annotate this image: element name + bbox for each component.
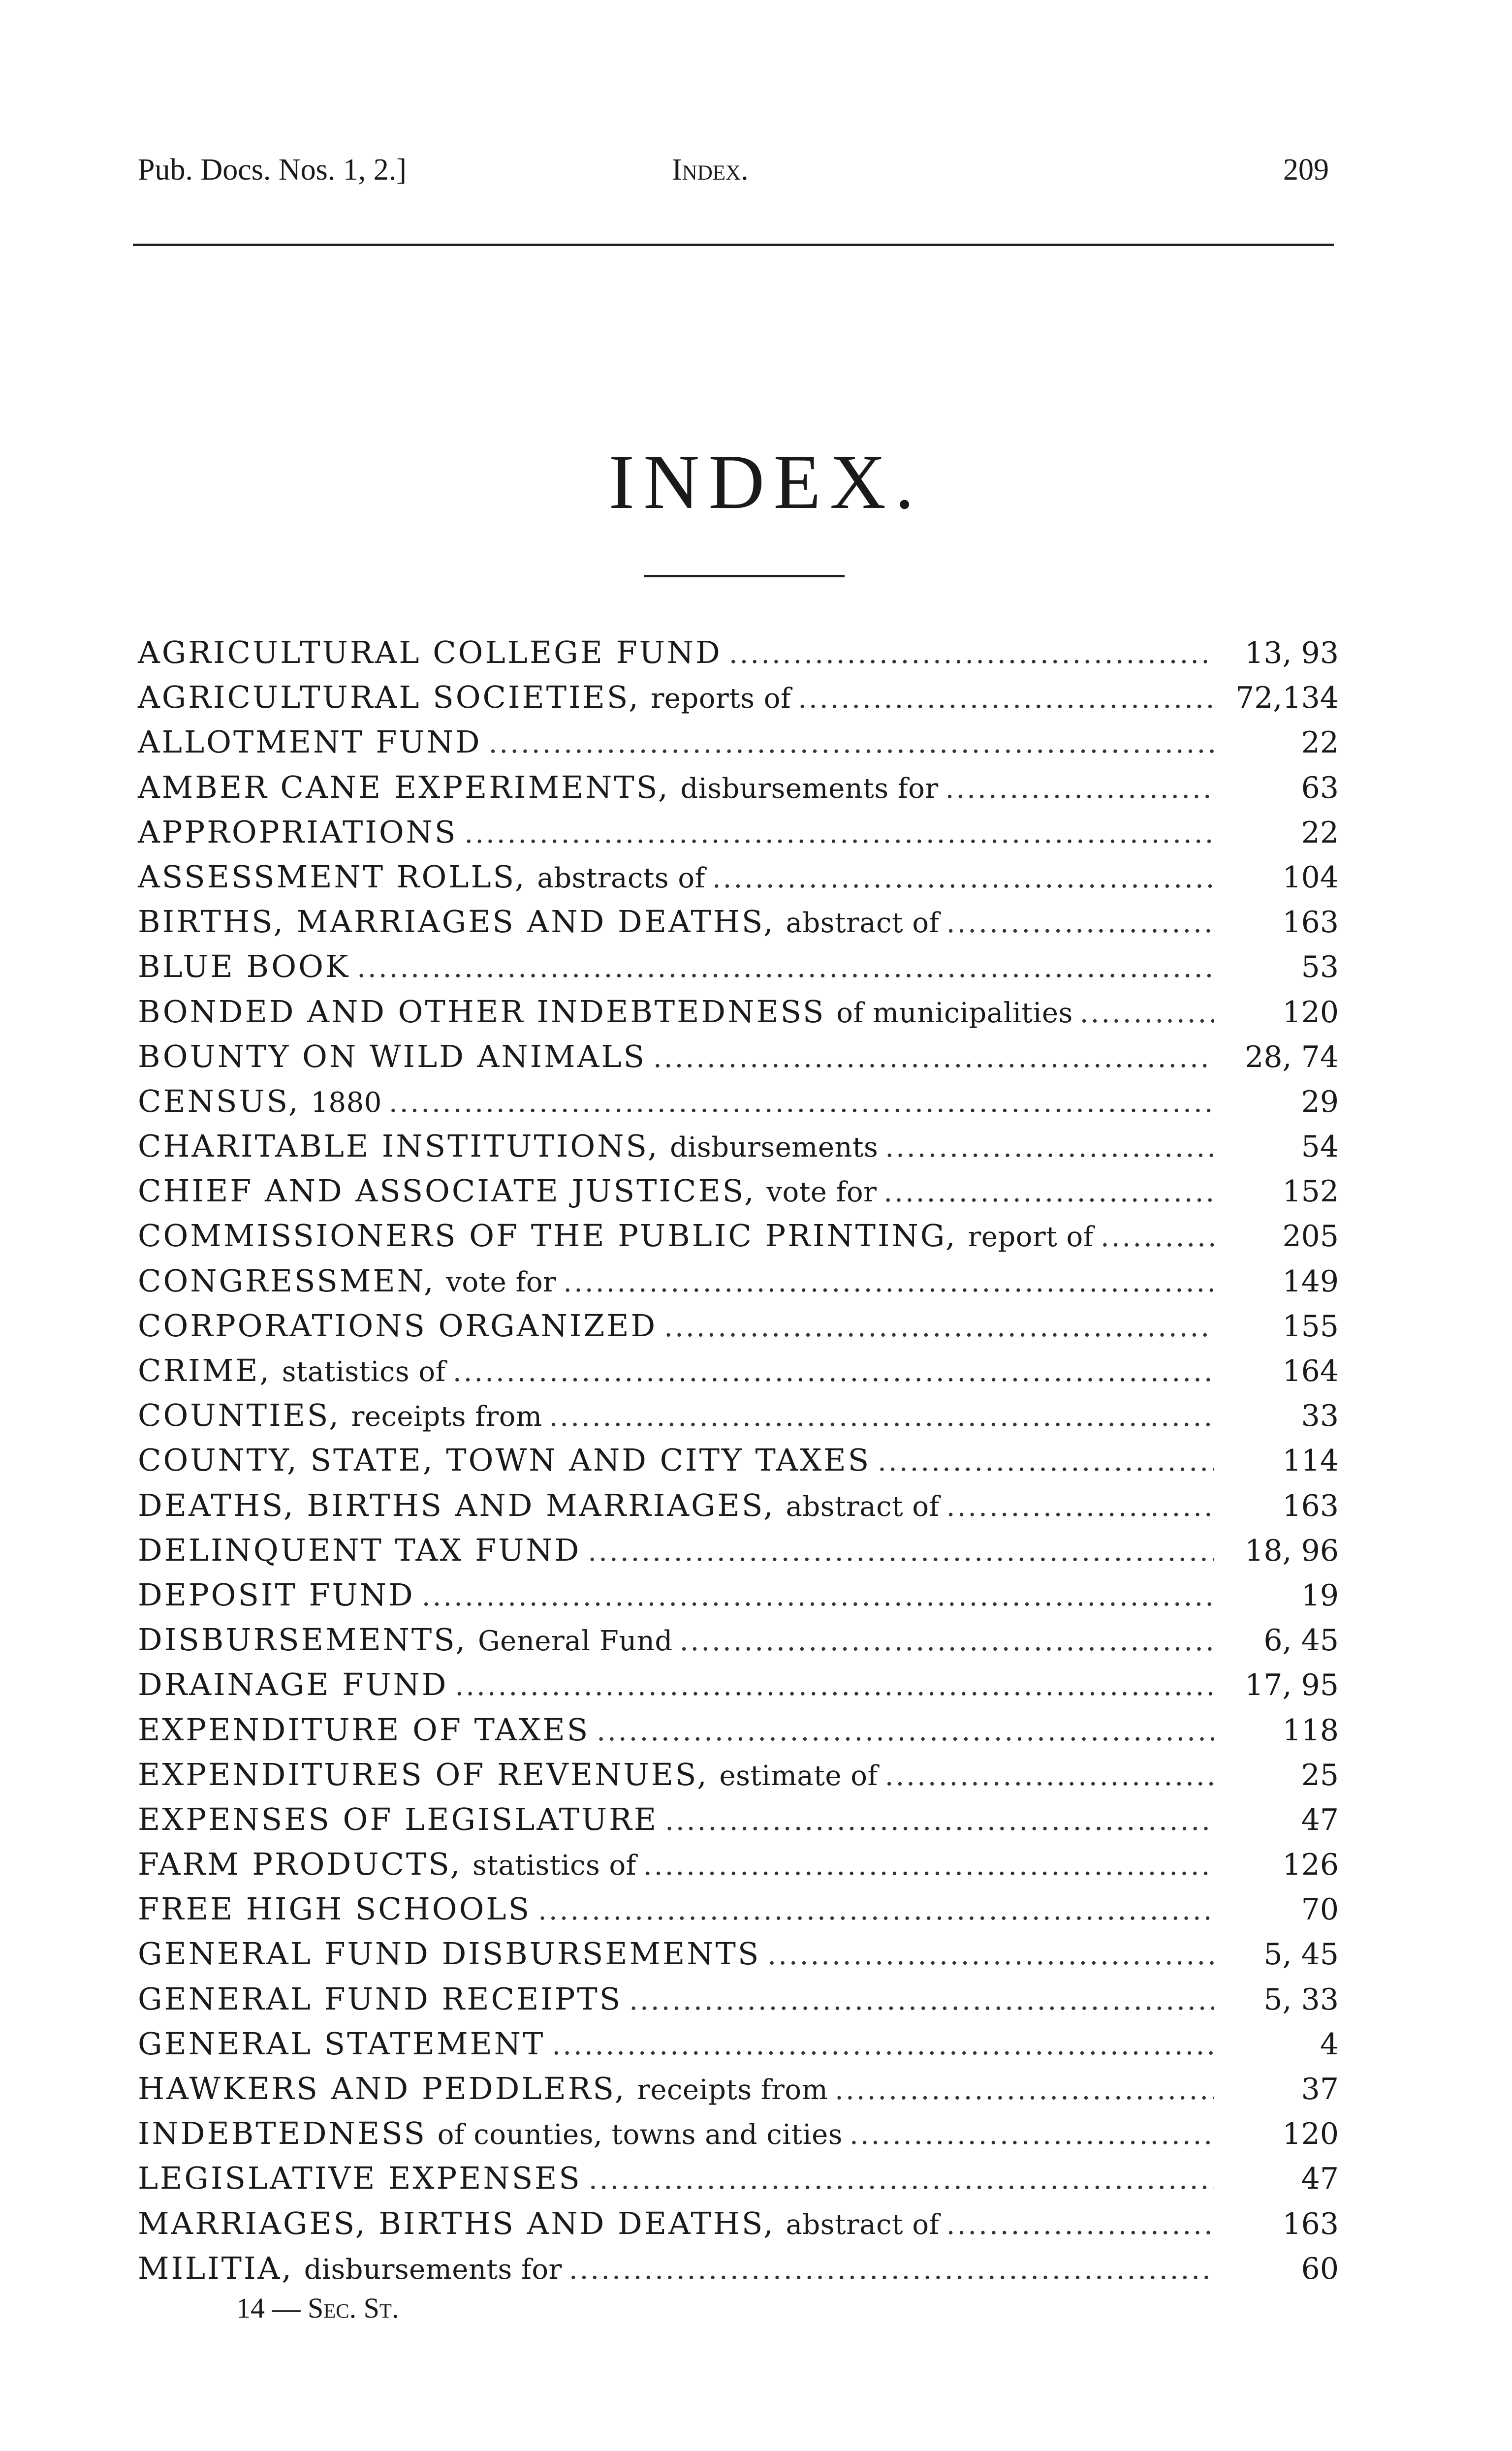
entry-main-term: MARRIAGES, BIRTHS AND DEATHS, [138, 2205, 775, 2241]
dot-leader [767, 1933, 1214, 1978]
entry-main-term: CONGRESSMEN, [138, 1262, 436, 1299]
index-entry [138, 720, 1339, 764]
entry-main-term: HAWKERS AND PEDDLERS, [138, 2071, 627, 2106]
entry-heading [138, 765, 939, 811]
index-list [138, 630, 1339, 2291]
entry-main-term: BOUNTY ON WILD ANIMALS [138, 1038, 647, 1074]
entry-main-term: GENERAL FUND DISBURSEMENTS [138, 1936, 761, 1972]
entry-page-reference: 53 [1301, 950, 1339, 985]
dot-leader [588, 1529, 1214, 1574]
index-entry [138, 1168, 1339, 1213]
index-entry [138, 2066, 1339, 2111]
entry-page-reference: 120 [1282, 2117, 1339, 2152]
entry-heading [138, 1034, 646, 1079]
entry-heading [138, 1483, 940, 1529]
index-entry [138, 2021, 1339, 2066]
entry-page-reference: 163 [1282, 2206, 1339, 2241]
entry-heading [138, 1977, 622, 2021]
page-title: INDEX. [608, 439, 923, 525]
entry-subheading: 1880 [311, 1086, 382, 1119]
entry-page-reference: 114 [1282, 1444, 1339, 1478]
entry-heading [138, 1752, 878, 1798]
entry-subheading: statistics of [282, 1356, 446, 1388]
entry-page-reference: 60 [1301, 2251, 1339, 2286]
dot-leader [665, 1798, 1214, 1843]
index-entry [138, 899, 1339, 944]
entry-heading [138, 1572, 415, 1617]
index-entry [138, 1572, 1339, 1617]
entry-page-reference: 47 [1301, 2162, 1339, 2197]
dot-leader [453, 1350, 1214, 1394]
entry-page-reference: 19 [1301, 1578, 1339, 1613]
index-entry [138, 1079, 1339, 1124]
dot-leader [1080, 991, 1214, 1036]
entry-page-reference: 163 [1282, 905, 1339, 940]
entry-main-term: GENERAL FUND RECEIPTS [138, 1980, 623, 2017]
entry-page-reference: 6, 45 [1263, 1623, 1339, 1658]
index-entry [138, 1124, 1339, 1168]
entry-heading [138, 1662, 448, 1707]
entry-heading [138, 1258, 556, 1305]
dot-leader [946, 2202, 1214, 2247]
dot-leader [552, 2023, 1214, 2068]
entry-heading [138, 1797, 658, 1842]
entry-heading [138, 1886, 531, 1931]
entry-page-reference: 63 [1301, 770, 1339, 805]
entry-subheading: General Fund [477, 1625, 673, 1658]
dot-leader [653, 1036, 1214, 1080]
index-entry [138, 1886, 1339, 1931]
title-rule [644, 575, 845, 577]
entry-page-reference: 22 [1301, 815, 1339, 850]
entry-main-term: BIRTHS, MARRIAGES AND DEATHS, [138, 904, 775, 940]
entry-subheading: statistics of [472, 1850, 636, 1882]
entry-main-term: BONDED AND OTHER INDEBTEDNESS [138, 993, 826, 1030]
index-entry [138, 1977, 1339, 2021]
entry-main-term: CENSUS, [138, 1083, 300, 1119]
running-header [138, 148, 1329, 192]
entry-main-term: COUNTIES, [138, 1397, 341, 1434]
entry-heading [138, 1438, 871, 1482]
dot-leader [885, 1125, 1214, 1170]
entry-main-term: ALLOTMENT FUND [138, 724, 482, 760]
entry-subheading: report of [968, 1221, 1094, 1254]
dot-leader [729, 631, 1214, 676]
entry-page-reference: 33 [1301, 1399, 1339, 1434]
entry-page-reference: 205 [1282, 1219, 1339, 1254]
entry-heading [138, 1393, 542, 1439]
entry-subheading: abstract of [786, 2208, 940, 2241]
index-entry [138, 2156, 1339, 2200]
index-entry [138, 1034, 1339, 1079]
dot-leader [569, 2247, 1214, 2292]
dot-leader [538, 1888, 1214, 1933]
index-entry [138, 2111, 1339, 2156]
index-entry [138, 2246, 1339, 2291]
entry-page-reference: 5, 33 [1263, 1982, 1339, 2017]
index-entry [138, 1258, 1339, 1303]
index-entry [138, 1931, 1339, 1976]
index-entry [138, 1348, 1339, 1393]
index-entry [138, 1662, 1339, 1707]
entry-heading [138, 1931, 760, 1976]
dot-leader [798, 676, 1214, 721]
index-entry [138, 1617, 1339, 1662]
dot-leader [712, 856, 1214, 901]
entry-main-term: BLUE BOOK [138, 948, 350, 985]
entry-heading [138, 1528, 581, 1572]
dot-leader [680, 1619, 1214, 1664]
entry-heading [138, 1842, 636, 1888]
entry-main-term: EXPENDITURES OF REVENUES, [138, 1756, 709, 1792]
entry-heading [138, 810, 457, 854]
dot-leader [883, 1170, 1214, 1215]
entry-page-reference: 70 [1301, 1892, 1339, 1927]
dot-leader [885, 1754, 1214, 1798]
entry-main-term: CORPORATIONS ORGANIZED [138, 1307, 658, 1344]
entry-heading [138, 1707, 590, 1752]
entry-main-term: FARM PRODUCTS, [138, 1846, 462, 1883]
entry-page-reference: 120 [1282, 995, 1339, 1030]
index-entry [138, 1707, 1339, 1752]
index-entry [138, 854, 1339, 899]
entry-main-term: EXPENDITURE OF TAXES [138, 1711, 590, 1748]
entry-page-reference: 54 [1301, 1130, 1339, 1164]
entry-main-term: CHIEF AND ASSOCIATE JUSTICES, [138, 1173, 756, 1209]
entry-main-term: DEPOSIT FUND [138, 1576, 415, 1613]
entry-heading [138, 2111, 843, 2157]
index-entry [138, 1752, 1339, 1797]
entry-heading [138, 1213, 1094, 1259]
index-entry [138, 810, 1339, 854]
index-entry [138, 1528, 1339, 1572]
entry-heading [138, 944, 350, 989]
entry-subheading: estimate of [719, 1760, 878, 1792]
entry-heading [138, 2156, 582, 2200]
entry-main-term: GENERAL STATEMENT [138, 2025, 545, 2062]
entry-heading [138, 2246, 562, 2292]
entry-main-term: FREE HIGH SCHOOLS [138, 1891, 532, 1927]
entry-page-reference: 28, 74 [1245, 1039, 1339, 1074]
index-entry [138, 2201, 1339, 2246]
entry-subheading: vote for [446, 1266, 557, 1298]
dot-leader [850, 2112, 1214, 2157]
entry-main-term: EXPENSES OF LEGISLATURE [138, 1801, 659, 1837]
header-rule [133, 244, 1334, 246]
entry-heading [138, 1079, 382, 1125]
entry-heading [138, 2021, 545, 2066]
index-entry [138, 630, 1339, 675]
entry-main-term: LEGISLATIVE EXPENSES [138, 2160, 582, 2197]
entry-main-term: COUNTY, STATE, TOWN AND CITY TAXES [138, 1442, 871, 1478]
entry-heading [138, 2066, 828, 2112]
entry-main-term: COMMISSIONERS OF THE PUBLIC PRINTING, [138, 1218, 957, 1254]
header-section-title: Index. [672, 153, 749, 187]
entry-subheading: abstracts of [537, 862, 705, 894]
entry-heading [138, 1124, 878, 1170]
entry-subheading: abstract of [786, 907, 940, 940]
entry-page-reference: 118 [1282, 1713, 1339, 1748]
entry-heading [138, 675, 791, 721]
entry-heading [138, 1348, 446, 1394]
entry-page-reference: 72,134 [1235, 681, 1339, 716]
entry-main-term: CHARITABLE INSTITUTIONS, [138, 1128, 660, 1164]
entry-subheading: abstract of [786, 1490, 940, 1523]
index-entry [138, 1213, 1339, 1258]
entry-main-term: INDEBTEDNESS [138, 2115, 427, 2152]
entry-subheading: disbursements for [680, 772, 939, 805]
entry-heading [138, 989, 1073, 1036]
index-entry [138, 675, 1339, 720]
index-entry [138, 944, 1339, 989]
signature-mark: 14 — Sec. St. [236, 2292, 399, 2324]
entry-main-term: DEATHS, BIRTHS AND MARRIAGES, [138, 1487, 775, 1523]
entry-main-term: MILITIA, [138, 2250, 293, 2286]
entry-page-reference: 47 [1301, 1802, 1339, 1837]
index-entry [138, 1303, 1339, 1348]
entry-subheading: disbursements [670, 1131, 879, 1164]
entry-heading [138, 1617, 673, 1664]
entry-main-term: AMBER CANE EXPERIMENTS, [138, 769, 670, 805]
entry-heading [138, 2201, 940, 2247]
entry-subheading: receipts from [637, 2074, 828, 2106]
entry-main-term: DISBURSEMENTS, [138, 1622, 468, 1658]
entry-heading [138, 854, 705, 901]
dot-leader [878, 1439, 1214, 1484]
entry-main-term: APPROPRIATIONS [138, 814, 458, 850]
dot-leader [489, 721, 1214, 766]
entry-heading [138, 720, 482, 764]
dot-leader [455, 1664, 1214, 1708]
entry-page-reference: 25 [1301, 1758, 1339, 1792]
index-entry [138, 1842, 1339, 1886]
index-entry [138, 1797, 1339, 1842]
entry-heading [138, 630, 722, 675]
entry-page-reference: 104 [1282, 860, 1339, 895]
entry-page-reference: 149 [1282, 1264, 1339, 1299]
entry-subheading: vote for [766, 1176, 877, 1209]
entry-subheading: receipts from [351, 1401, 542, 1433]
entry-page-reference: 29 [1301, 1084, 1339, 1119]
entry-page-reference: 4 [1320, 2027, 1339, 2062]
dot-leader [946, 1484, 1214, 1529]
dot-leader [629, 1978, 1214, 2023]
entry-page-reference: 164 [1282, 1354, 1339, 1388]
entry-main-term: DELINQUENT TAX FUND [138, 1532, 581, 1568]
entry-subheading: disbursements for [304, 2253, 562, 2286]
header-page-number: 209 [1283, 153, 1329, 187]
index-entry [138, 1483, 1339, 1528]
entry-subheading: reports of [651, 683, 791, 715]
dot-leader [589, 2157, 1214, 2202]
dot-leader [563, 1260, 1214, 1305]
dot-leader [422, 1574, 1214, 1619]
dot-leader [1101, 1215, 1214, 1259]
entry-main-term: DRAINAGE FUND [138, 1666, 448, 1703]
dot-leader [464, 811, 1214, 856]
entry-subheading: of municipalities [836, 997, 1073, 1029]
entry-heading [138, 899, 940, 945]
dot-leader [643, 1843, 1214, 1888]
entry-main-term: CRIME, [138, 1352, 272, 1388]
header-document-reference: Pub. Docs. Nos. 1, 2.] [138, 153, 407, 187]
index-entry [138, 1393, 1339, 1438]
entry-page-reference: 18, 96 [1245, 1533, 1339, 1568]
entry-page-reference: 13, 93 [1245, 636, 1339, 670]
entry-heading [138, 1168, 877, 1215]
index-entry [138, 989, 1339, 1034]
entry-main-term: ASSESSMENT ROLLS, [138, 858, 527, 895]
entry-page-reference: 163 [1282, 1488, 1339, 1523]
entry-subheading: of counties, towns and cities [437, 2119, 843, 2151]
dot-leader [835, 2068, 1214, 2112]
entry-heading [138, 1303, 657, 1348]
entry-page-reference: 37 [1301, 2072, 1339, 2106]
entry-page-reference: 17, 95 [1245, 1668, 1339, 1703]
dot-leader [389, 1080, 1214, 1125]
index-entry [138, 1438, 1339, 1482]
index-entry [138, 765, 1339, 810]
entry-page-reference: 152 [1282, 1174, 1339, 1209]
entry-page-reference: 155 [1282, 1309, 1339, 1344]
dot-leader [597, 1709, 1214, 1754]
entry-main-term: AGRICULTURAL SOCIETIES, [138, 679, 640, 716]
dot-leader [946, 901, 1214, 945]
entry-page-reference: 5, 45 [1263, 1937, 1339, 1972]
entry-page-reference: 22 [1301, 725, 1339, 760]
dot-leader [664, 1305, 1214, 1350]
entry-page-reference: 126 [1282, 1848, 1339, 1883]
dot-leader [549, 1394, 1214, 1439]
dot-leader [945, 766, 1214, 811]
dot-leader [357, 945, 1214, 990]
entry-main-term: AGRICULTURAL COLLEGE FUND [138, 634, 722, 670]
